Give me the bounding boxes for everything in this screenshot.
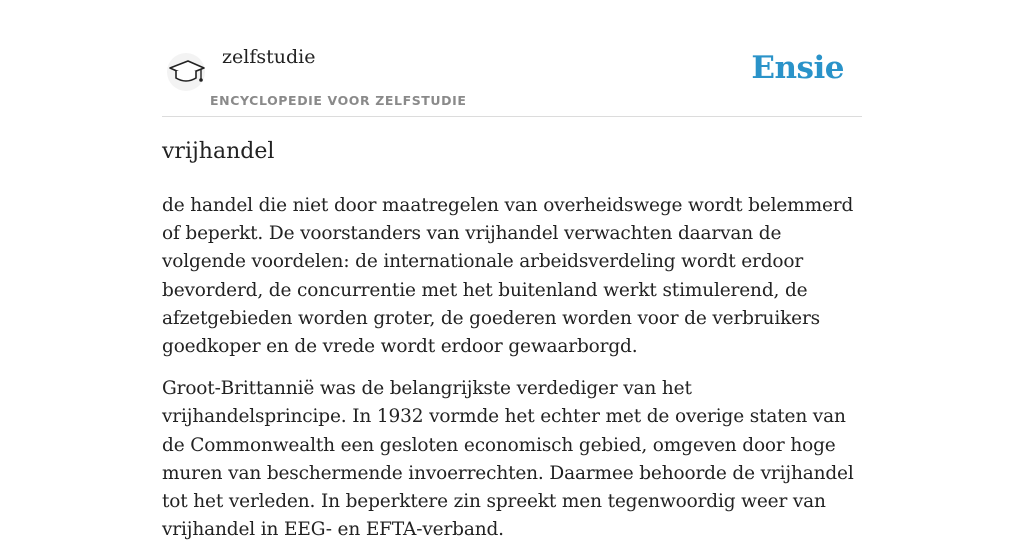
site-name-link[interactable]: zelfstudie (222, 46, 316, 68)
article-paragraph: Groot-Brittannië was de belangrijkste verdediger van het vrijhandelsprincipe. In 1932 vormde het echter met de overige staten van de Commonwealth een gesloten economisch gebied, omgeven door hoge muren van beschermende invoerrechten. Daarmee behoorde de vrijhandel tot het verleden. In beperktere zin spreekt men tegenwoordig weer van vrijhandel in EEG- en EFTA-verband. (162, 378, 854, 541)
site-subtitle: ENCYCLOPEDIE VOOR ZELFSTUDIE (210, 93, 467, 108)
graduation-cap-icon[interactable] (164, 52, 208, 92)
ensie-brand-logo[interactable]: Ensie (751, 50, 844, 86)
site-header (162, 0, 862, 117)
page-title: vrijhandel (162, 139, 275, 164)
article-body (162, 192, 862, 558)
article-paragraph: de handel die niet door maatregelen van overheidswege wordt belemmerd of beperkt. De voorstanders van vrijhandel verwachten daarvan de volgende voordelen: de internationale arbeidsverdeling wordt erdoor bevorderd, de concurrentie met het buitenland werkt stimulerend, de afzetgebieden worden groter, de goederen worden voor de verbruikers goedkoper en de vrede wordt erdoor gewaarborgd. (162, 195, 854, 358)
